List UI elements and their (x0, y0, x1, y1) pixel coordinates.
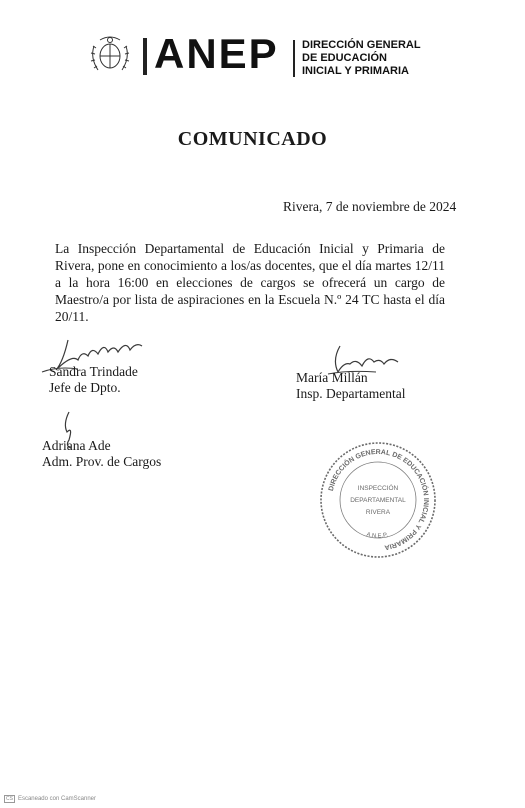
signatory-role: Insp. Departamental (296, 386, 406, 401)
department-line-2: DE EDUCACIÓN (302, 52, 387, 64)
camscanner-badge: CS (6, 796, 13, 802)
document-date: Rivera, 7 de noviembre de 2024 (283, 199, 457, 214)
stamp-center-line-3: RIVERA (365, 509, 391, 516)
stamp-bottom-text: A.N.E.P. (365, 531, 389, 540)
department-name (302, 39, 421, 78)
document-body: La Inspección Departamental de Educación Inicial y Primaria de Rivera, pone en conocimiento a los/as docentes, que el día martes 12/11 a la hora 16:00 en elecciones de cargos se ofrecerá un cargo de Maestro/a por lista de aspiraciones en la Escuela N.º 24 TC hasta el día 20/11. (55, 241, 445, 324)
header-divider (143, 38, 147, 75)
signatory-ade (42, 438, 161, 470)
stamp-ring-text: DIRECCIÓN GENERAL DE EDUCACIÓN INICIAL Y PRIMARIA (327, 448, 430, 551)
coat-of-arms-icon (88, 32, 132, 76)
camscanner-text: Escaneado con CamScanner (17, 796, 96, 802)
svg-text:A.N.E.P. (366, 532, 389, 540)
department-line-1: DIRECCIÓN GENERAL (302, 39, 421, 51)
signatory-name: María Millán (296, 370, 368, 385)
signatory-role: Jefe de Dpto. (49, 380, 121, 395)
signatory-role: Adm. Prov. de Cargos (42, 454, 162, 469)
signatory-name: Sandra Trindade (49, 364, 138, 379)
header-divider-2 (293, 40, 295, 77)
stamp-center-line-2: DEPARTAMENTAL (350, 497, 406, 504)
official-stamp (318, 440, 438, 560)
stamp-center-line-1: INSPECCIÓN (357, 485, 399, 492)
signatory-trindade (49, 364, 138, 396)
anep-logo: ANEP (154, 30, 279, 77)
document-title: COMUNICADO (177, 128, 328, 150)
department-line-3: INICIAL Y PRIMARIA (302, 65, 409, 77)
scanner-watermark (4, 795, 96, 803)
signatory-name: Adriana Ade (42, 438, 111, 453)
signatory-millan (296, 370, 405, 402)
